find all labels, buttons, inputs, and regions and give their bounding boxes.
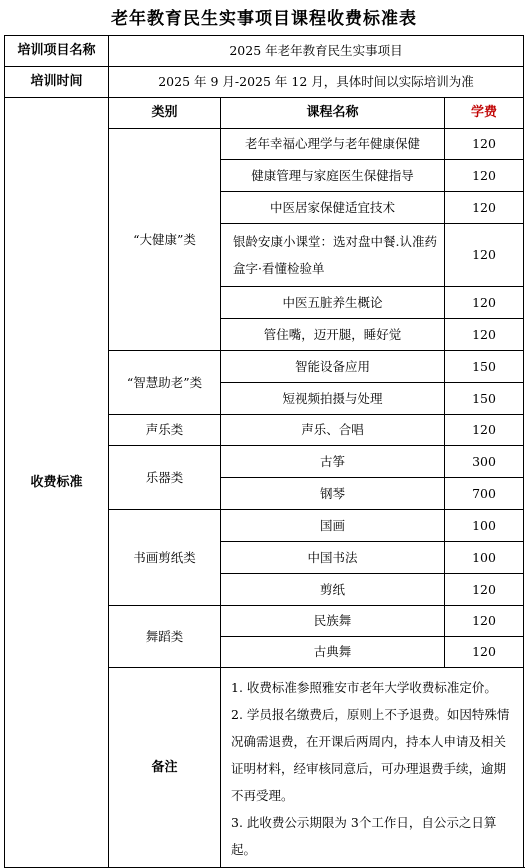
course-fee: 120 (445, 415, 524, 446)
project-value: 2025 年老年教育民生实事项目 (109, 36, 524, 67)
notes-content (221, 668, 524, 868)
category-cell: “大健康”类 (109, 129, 221, 351)
course-fee: 120 (445, 160, 524, 192)
course-name: 古典舞 (221, 637, 445, 668)
course-name: 中医居家保健适宜技术 (221, 192, 445, 224)
fee-section-label: 收费标准 (5, 98, 109, 868)
course-fee: 300 (445, 446, 524, 478)
course-name: 剪纸 (221, 574, 445, 606)
fee-header: 学费 (445, 98, 524, 129)
course-name: 中国书法 (221, 542, 445, 574)
category-cell: 书画剪纸类 (109, 510, 221, 606)
course-name: 健康管理与家庭医生保健指导 (221, 160, 445, 192)
course-fee: 120 (445, 192, 524, 224)
time-value: 2025 年 9 月-2025 年 12 月，具体时间以实际培训为准 (109, 67, 524, 98)
course-fee: 120 (445, 637, 524, 668)
course-name: 管住嘴，迈开腿，睡好觉 (221, 319, 445, 351)
category-cell: 乐器类 (109, 446, 221, 510)
course-fee: 120 (445, 606, 524, 637)
time-row (5, 67, 524, 98)
course-fee: 150 (445, 351, 524, 383)
course-fee: 150 (445, 383, 524, 415)
time-label: 培训时间 (5, 67, 109, 98)
course-name: 智能设备应用 (221, 351, 445, 383)
course-fee: 120 (445, 319, 524, 351)
note-item: 1. 收费标准参照雅安市老年大学收费标准定价。 (231, 680, 497, 695)
fee-header-row (5, 98, 524, 129)
course-name: 短视频拍摄与处理 (221, 383, 445, 415)
course-fee: 700 (445, 478, 524, 510)
course-fee: 120 (445, 287, 524, 319)
note-item: 2. 学员报名缴费后，原则上不予退费。如因特殊情况确需退费，在开课后两周内，持本人申请及相关证明材料，经审核同意后，可办理退费手续，逾期不再受理。 (231, 707, 510, 803)
category-header: 类别 (109, 98, 221, 129)
course-header: 课程名称 (221, 98, 445, 129)
course-name: 民族舞 (221, 606, 445, 637)
course-name: 银龄安康小课堂：选对盘中餐.认准药盒字·看懂检验单 (221, 224, 445, 287)
course-fee: 100 (445, 542, 524, 574)
note-item: 3. 此收费公示期限为 3个工作日，自公示之日算起。 (231, 815, 497, 857)
course-name: 国画 (221, 510, 445, 542)
course-name: 老年幸福心理学与老年健康保健 (221, 129, 445, 160)
course-fee: 120 (445, 224, 524, 287)
document-title: 老年教育民生实事项目课程收费标准表 (111, 9, 417, 29)
category-cell: 舞蹈类 (109, 606, 221, 668)
fee-table (4, 35, 524, 868)
course-name: 钢琴 (221, 478, 445, 510)
category-cell: “智慧助老”类 (109, 351, 221, 415)
project-label: 培训项目名称 (5, 36, 109, 67)
notes-label: 备注 (109, 668, 221, 868)
project-row (5, 36, 524, 67)
category-cell: 声乐类 (109, 415, 221, 446)
course-fee: 100 (445, 510, 524, 542)
course-name: 中医五脏养生概论 (221, 287, 445, 319)
course-name: 古筝 (221, 446, 445, 478)
course-name: 声乐、合唱 (221, 415, 445, 446)
course-fee: 120 (445, 129, 524, 160)
course-fee: 120 (445, 574, 524, 606)
